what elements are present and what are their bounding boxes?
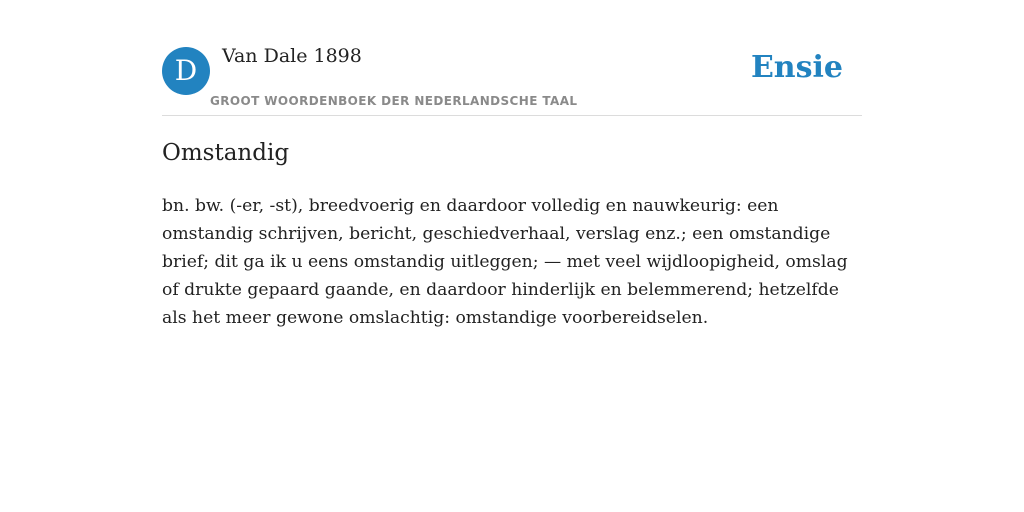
header [162,0,862,116]
page [162,0,862,328]
definition-text: bn. bw. (-er, -st), breedvoerig en daardoor volledig en nauwkeurig: een omstandig schrijven, bericht, geschiedverhaal, verslag enz.; een omstandige brief; dit ga ik u eens omstandig uitleggen; — met veel wijdloopigheid, omslag of drukte gepaard gaande, en daardoor hinderlijk en belemmerend; hetzelfde als het meer gewone omslachtig: omstandige voorbereidselen. [162,196,848,328]
source-title[interactable]: Van Dale 1898 [222,45,362,67]
brand-logo-link[interactable]: Ensie [750,50,843,85]
source-avatar: D [162,47,210,95]
headword: Omstandig [162,140,290,166]
source-subtitle: GROOT WOORDENBOEK DER NEDERLANDSCHE TAAL [210,94,578,108]
